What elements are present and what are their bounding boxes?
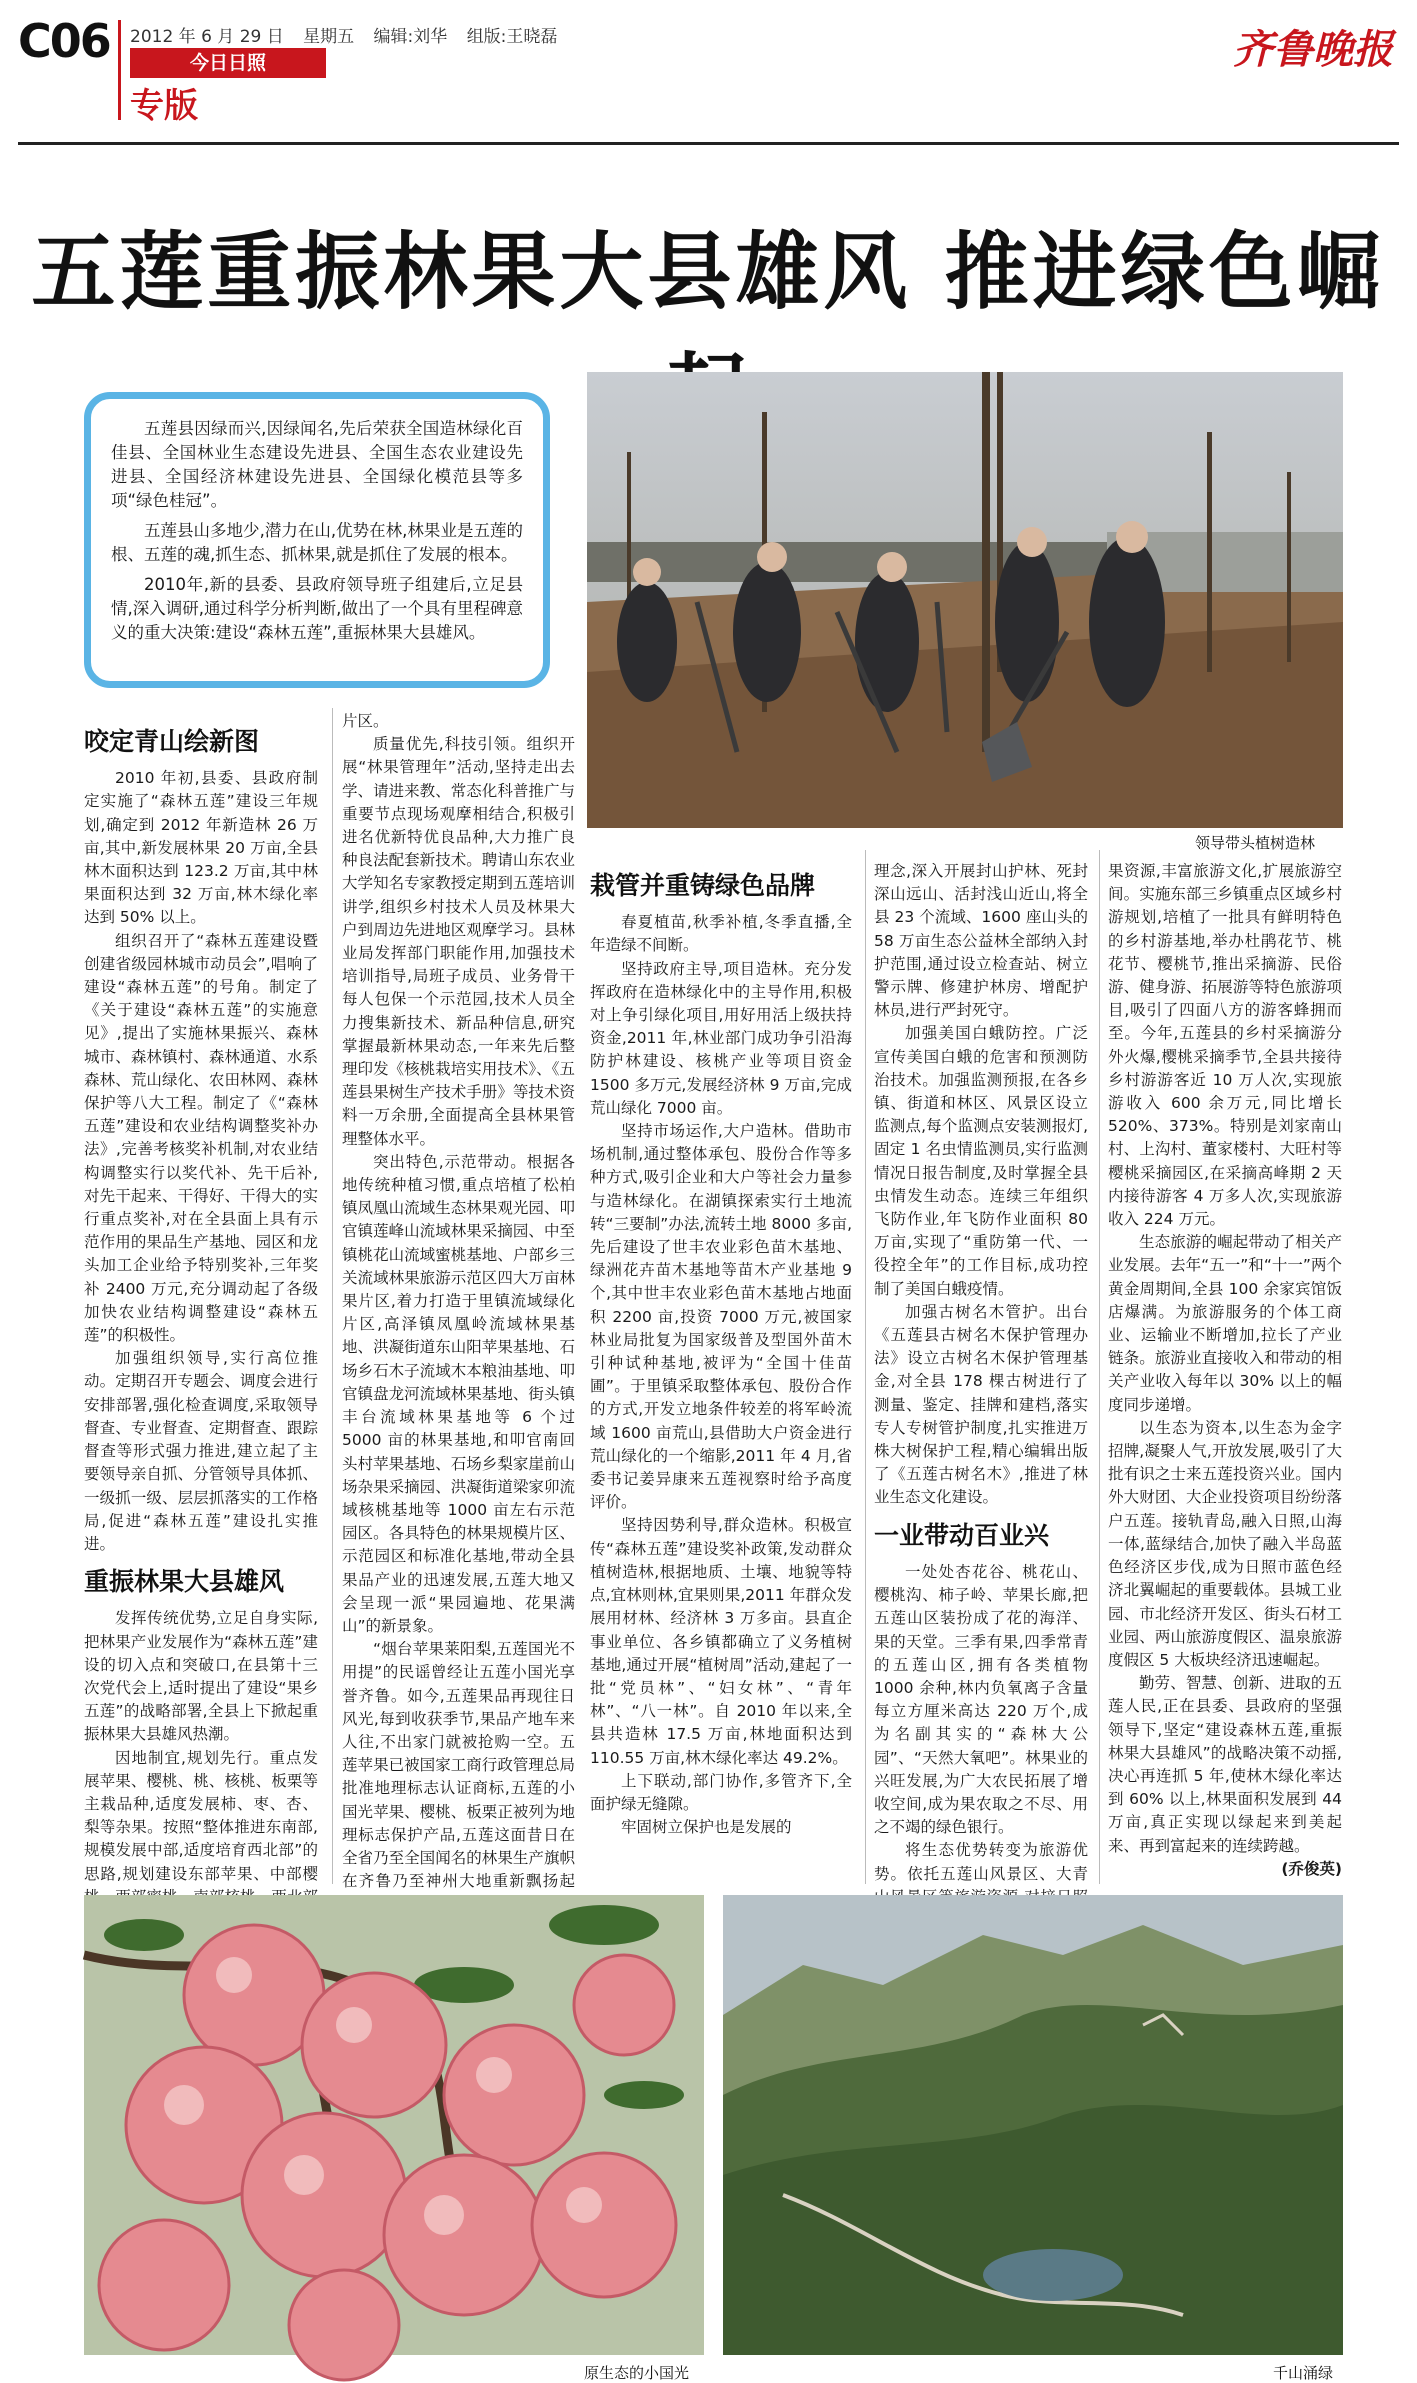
photo-caption-mountains: 千山涌绿	[1273, 2364, 1334, 2382]
article-column-5	[1108, 860, 1342, 1884]
article-paragraph: 加强组织领导,实行高位推动。定期召开专题会、调度会进行安排部署,强化检查调度,采取领导督查、专业督查、定期督查、跟踪督查等形式强力推进,建立起了主要领导亲自抓、分管领导具体抓、一级抓一级、层层抓落实的工作格局,促进“森林五莲”建设扎实推进。	[84, 1349, 318, 1553]
article-paragraph: 加强美国白蛾防控。广泛宣传美国白蛾的危害和预测防治技术。加强监测预报,在各乡镇、街道和林区、风景区设立监测点,每个监测点安装测报灯,固定 1 名虫情监测员,实行监测情况日报告制度,及时掌握全县虫情发生动态。连续三年组织飞防作业,年飞防作业面积 80 万亩,实现了“重防第一代、一役控全年”的工作目标,成功控制了美国白蛾疫情。	[874, 1024, 1088, 1298]
header-weekday: 星期五	[303, 27, 355, 47]
header-date: 2012 年 6 月 29 日	[130, 27, 284, 47]
article-paragraph: 片区。	[342, 712, 389, 730]
article-paragraph: 发挥传统优势,立足自身实际,把林果产业发展作为“森林五莲”建设的切入点和突破口,在县第十三次党代会上,适时提出了建设“果乡五莲”的战略部署,全县上下掀起重振林果大县雄风热潮。	[84, 1609, 318, 1744]
article-paragraph: 突出特色,示范带动。根据各地传统种植习惯,重点培植了松柏镇凤凰山流域生态林果观光园、叩官镇莲峰山流域林果采摘园、中至镇桃花山流域蜜桃基地、户部乡三关流域林果旅游示范区四大万亩林果片区,着力打造于里镇流域绿化片区,高泽镇凤凰岭流域林果基地、洪凝街道东山阳苹果基地、石场乡石木子流域木本粮油基地、叩官镇盘龙河流域林果基地、街头镇丰台流域林果基地等 6 个过 5000 亩的林果基地,和叩官南回头村苹果基地、石场乡梨家崖前山场杂果采摘园、洪凝街道梁家卯流域核桃基地等 1000 亩左右示范园区。各具特色的林果规模片区、示范园区和标准化基地,带动全县果品产业的迅速发展,五莲大地又会呈现一派“果园遍地、花果满山”的新景象。	[342, 1152, 575, 1635]
column-divider	[1099, 850, 1100, 1884]
article-paragraph: “烟台苹果莱阳梨,五莲国光不用提”的民谣曾经让五莲小国光享誉齐鲁。如今,五莲果品再现往日风光,每到收获季节,果品产地车来人往,不出家门就被抢购一空。五莲苹果已被国家工商行政管理总局批准地理标志认证商标,五莲的小国光苹果、樱桃、板栗正被列为地理标志保护产品,五莲这面昔日在全省乃至全国闻名的林果生产旗帜在齐鲁乃至神州大地重新飘扬起	[342, 1640, 575, 1891]
article-paragraph: 生态旅游的崛起带动了相关产业发展。去年“五一”和“十一”两个黄金周期间,全县 100 余家宾馆饭店爆满。为旅游服务的个体工商业、运输业不断增加,拉长了产业链条。旅游业直接收入和带动的相关产业收入每年以 30% 以上的幅度同步递增。	[1108, 1233, 1342, 1414]
article-paragraph: 质量优先,科技引领。组织开展“林果管理年”活动,坚持走出去学、请进来教、常态化科普推广与重要节点现场观摩相结合,积极引进名优新特优良品种,大力推广良种良法配套新技术。聘请山东农业大学知名专家教授定期到五莲培训讲学,组织乡村技术人员及林果大户到周边先进地区观摩学习。县林业局发挥部门职能作用,加强技术培训指导,局班子成员、业务骨干每人包保一个示范园,技术人员全力搜集新技术、新品种信息,研究掌握最新林果动态,一年来先后整理印发《核桃栽培实用技术》、《五莲县果树生产技术手册》等技术资料一万余册,全面提高全县林果管理整体水平。	[342, 735, 575, 1148]
article-paragraph: 以生态为资本,以生态为金字招牌,凝聚人气,开放发展,吸引了大批有识之士来五莲投资兴业。国内外大财团、大企业投资项目纷纷落户五莲。接轨青岛,融入日照,山海一体,蓝绿结合,加快了融入半岛蓝色经济区步伐,成为日照市蓝色经济北翼崛起的重要载体。县城工业园、市北经济开发区、街头石材工业园、两山旅游度假区、温泉旅游度假区 5 大板块经济迅速崛起。	[1108, 1418, 1342, 1669]
article-paragraph: 将生态优势转变为旅游优势。依托五莲山风景区、大青	[874, 1841, 1088, 1883]
article-paragraph: 坚持政府主导,项目造林。充分发挥政府在造林绿化中的主导作用,积极对上争引绿化项目,用好用活上级扶持资金,2011 年,林业部门成功争引沿海防护林建设、核桃产业等项目资金 1500 多万元,发展经济林 9 万亩,完成荒山绿化 7000 亩。	[590, 959, 852, 1117]
photo-green-mountains	[723, 1895, 1343, 2355]
header-layout-editor: 组版:王晓磊	[466, 27, 558, 47]
article-column-2	[342, 710, 575, 1891]
tree-planting-image	[587, 372, 1343, 828]
photo-caption-apples: 原生态的小国光	[584, 2364, 690, 2382]
page-number: C06	[18, 14, 110, 68]
article-paragraph: 坚持市场运作,大户造林。借助市场机制,通过整体承包、股份合作等多种方式,吸引企业和大户等社会力量参与造林绿化。在湖镇探索实行土地流转“三要制”办法,流转土地 8000 多亩,先后建设了世丰农业彩色苗木基地、绿洲花卉苗木基地等苗木产业基地 9 个,其中世丰农业彩色苗木基地占地面积 2200 亩,投资 7000 万元,被国家林业局批复为国家级普及型国外苗木引种试种基地,被评为“全国十佳苗圃”。于里镇采取整体承包、股份合作的方式,开发立地条件较差的将军岭流域 1600 亩荒山,县借助大户资金进行荒山绿化的一个缩影,2011 年 4 月,省委书记姜异康来五莲视察时给予高度评价。	[590, 1122, 852, 1512]
mountains-image	[723, 1895, 1343, 2355]
header-rule	[18, 142, 1399, 145]
article-paragraph: 勤劳、智慧、创新、进取的五莲人民,正在县委、县政府的坚强领导下,坚定“建设森林五莲,重振林果大县雄风”的战略决策不动摇,决心再连抓 5 年,使林木绿化率达到 60% 以上,林果面积发展到 44 万亩,真正实现以绿起来到美起来、再到富起来的连续跨越。	[1108, 1674, 1342, 1855]
photo-caption-tree-planting: 领导带头植树造林	[1195, 834, 1316, 852]
headline: 五莲重振林果大县雄风 推进绿色崛	[31, 223, 1385, 321]
article-paragraph: 牢固树立保护也是发展的	[621, 1818, 792, 1837]
header-info	[130, 22, 571, 47]
subheading: 一业带动百业兴	[874, 1520, 1050, 1550]
subheading: 栽管并重铸绿色品牌	[590, 871, 816, 900]
article-paragraph: 因地制宜,规划先行。重点发展苹果、樱桃、桃、核桃、板栗等主栽品种,适度发展柿、枣、杏、梨等杂果。按照“整体推进东南部,规模发展中部,适度培育西北部”的思路,规划建设东部苹果、中部樱	[84, 1748, 318, 1883]
intro-paragraph: 五莲县山多地少,潜力在山,优势在林,林果业是五莲的根、五莲的魂,抓生态、抓林果,就是抓住了发展的根本。	[111, 521, 523, 564]
subheading: 重振林果大县雄风	[84, 1567, 285, 1597]
article-paragraph: 2010 年初,县委、县政府制定实施了“森林五莲”建设三年规划,确定到 2012 年新造林 26 万亩,其中,新发展林果 20 万亩,全县林木面积达到 123.2 万亩,其中林果面积达到 32 万亩,林木绿化率达到 50% 以上。	[84, 769, 318, 927]
article-column-4	[874, 860, 1088, 1884]
article-paragraph: 组织召开了“森林五莲建设暨创建省级园林城市动员会”,唱响了建设“森林五莲”的号角。制定了《关于建设“森林五莲”的实施意见》,提出了实施林果振兴、森林城市、森林镇村、森林通道、水系森林、荒山绿化、农田林网、森林保护等八大工程。制定了《“森林五莲”建设和农业结构调整奖补办法》,完善考核奖补机制,对农业结构调整实行以奖代补、先干后补,对先干起来、干得好、干得大的实行重点奖补,对在全县面上具有示范作用的果品生产基地、园区和龙头加工企业给予特别奖补,三年奖补 2400 万元,充分调动起了各级加快农业结构调整建设“森林五莲”的积极性。	[84, 931, 318, 1345]
byline: (乔俊英)	[1281, 1859, 1342, 1878]
photo-apples	[84, 1895, 704, 2355]
header-editor: 编辑:刘华	[373, 27, 448, 47]
article-paragraph: 一处处杏花谷、桃花山、樱桃沟、柿子岭、苹果长廊,把五莲山区装扮成了花的海洋、果的天堂。三季有果,四季常青的五莲山区,拥有各类植物 1000 余种,林内负氧离子含量每立方厘米高达 220 万个,成为名副其实的“森林大公园”、“天然大氧吧”。林果业的兴旺发展,为广大农民拓展了增收空间,成为果农取之不尽、用之不竭的绿色银行。	[874, 1562, 1088, 1837]
intro-box	[84, 392, 550, 688]
masthead-logo: 齐鲁晚报	[1233, 26, 1393, 73]
article-paragraph: 上下联动,部门协作,多管齐下,全面护绿无缝隙。	[590, 1771, 852, 1813]
section-tab: 今日日照	[130, 48, 326, 78]
article-paragraph: 春夏植苗,秋季补植,冬季直播,全年造绿不间断。	[590, 913, 852, 955]
article-paragraph: 理念,深入开展封山护林、死封深山远山、活封浅山近山,将全县 23 个流域、1600 座山头的 58 万亩生态公益林全部纳入封护范围,通过设立检查站、树立警示牌、修建护林房、增配护林员,进行严封死守。	[874, 862, 1088, 1020]
column-divider	[865, 850, 866, 1884]
apples-image	[84, 1895, 704, 2355]
photo-tree-planting	[587, 372, 1343, 828]
subheading: 咬定青山绘新图	[84, 727, 260, 756]
article-column-3	[590, 860, 852, 1884]
header-divider	[118, 20, 121, 120]
article-column-1	[84, 716, 318, 1884]
column-divider	[332, 708, 333, 1884]
article-paragraph: 加强古树名木管护。出台《五莲县古树名木保护管理办法》设立古树名木保护管理基金,对全县 178 棵古树进行了测量、鉴定、挂牌和建档,落实专人专树管护制度,扎实推进万株大树保护工程,精心编辑出版了《五莲古树名木》,推进了林业生态文化建设。	[874, 1302, 1088, 1507]
article-paragraph: 果资源,丰富旅游文化,扩展旅游空间。实施东部三乡镇重点区域乡村游规划,培植了一批具有鲜明特色的乡村游基地,举办杜鹃花节、桃花节、樱桃节,推出采摘游、民俗游、健身游、拓展游等特色旅游项目,吸引了四面八方的游客蜂拥而至。今年,五莲县的乡村采摘游分外火爆,樱桃采摘季节,全县共接待乡村游游客近 10 万人次,实现旅游收入 600 余万元,同比增长 520%、373%。特别是刘家南山村、上沟村、董家楼村、大旺村等樱桃采摘园区,在采摘高峰期 2 天内接待游客 4 万多人次,实现旅游收入 224 万元。	[1108, 862, 1342, 1229]
intro-paragraph: 2010年,新的县委、县政府领导班子组建后,立足县情,深入调研,通过科学分析判断,做出了一个具有里程碑意义的重大决策:建设“森林五莲”,重振林果大县雄风。	[111, 575, 523, 642]
intro-paragraph: 五莲县因绿而兴,因绿闻名,先后荣获全国造林绿化百佳县、全国林业生态建设先进县、全国生态农业建设先进县、全国经济林建设先进县、全国绿化模范县等多项“绿色桂冠”。	[111, 419, 523, 510]
section-title: 专版	[130, 86, 198, 126]
article-paragraph: 坚持因势利导,群众造林。积极宣传“森林五莲”建设奖补政策,发动群众植树造林,根据地质、土壤、地貌等特点,宜林则林,宜果则果,2011 年群众发展用材林、经济林 3 万多亩。县直企事业单位、各乡镇都确立了义务植树基地,通过开展“植树周”活动,建起了一批“党员林”、“妇女林”、“青年林”、“八一林”。自 2010 年以来,全县共造林 17.5 万亩,林地面积达到 110.55 万亩,林木绿化率达 49.2%。	[590, 1516, 852, 1767]
